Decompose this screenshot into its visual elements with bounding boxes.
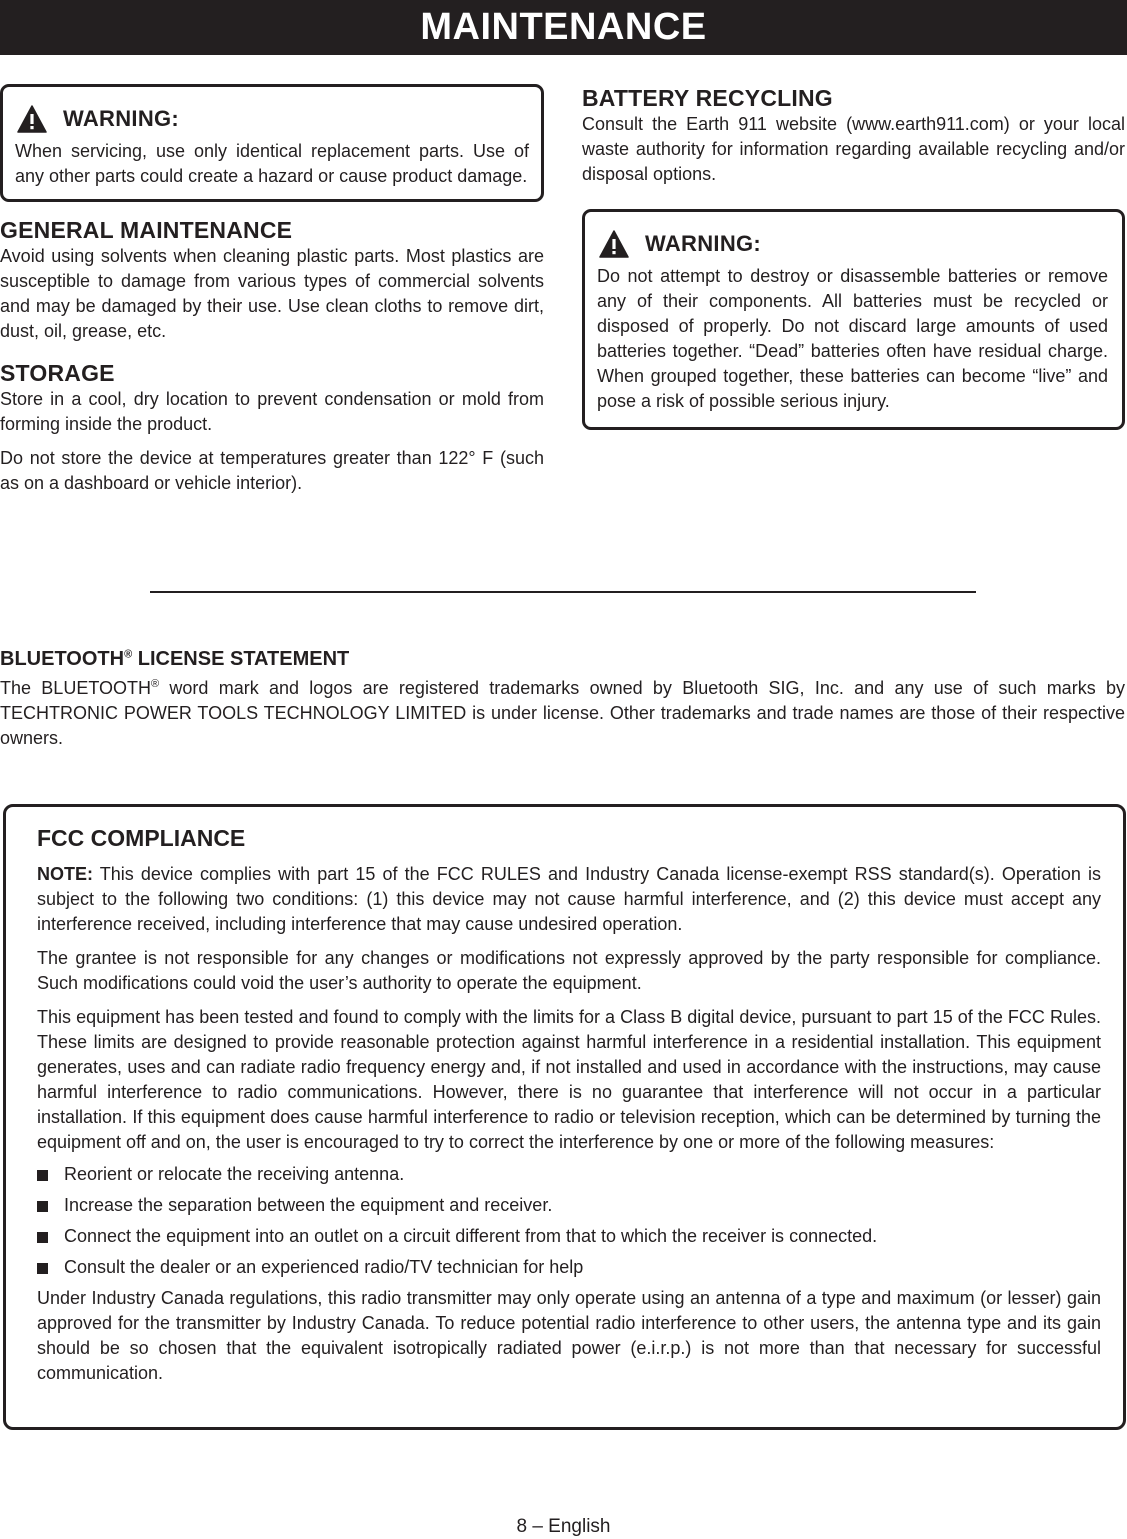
heading-rest: LICENSE STATEMENT [132,648,350,670]
right-column [582,84,1125,430]
square-bullet-icon [37,1232,48,1243]
section-heading [0,646,1125,672]
warning-heading [597,230,1108,258]
section-heading: FCC COMPLIANCE [37,825,246,851]
license-text [0,676,1125,751]
registered-mark: ® [151,678,160,690]
list-item-text: Increase the separation between the equipment and receiver. [64,1195,553,1215]
measures-list [37,1162,1101,1280]
warning-text: When servicing, use only identical replacement parts. Use of any other parts could create a hazard or cause product damage. [15,141,529,186]
page-number: 8 – English [516,1516,611,1537]
list-item-text: Consult the dealer or an experienced radio/TV technician for help [64,1257,584,1277]
warning-heading [15,105,529,133]
section-text: Do not store the device at temperatures greater than 122° F (such as on a dashboard or vehicle interior). [0,448,544,493]
list-item [37,1162,1101,1187]
bluetooth-license-section [0,646,1125,751]
fcc-compliance-box [3,804,1126,1430]
battery-recycling-section [582,84,1125,187]
fcc-note [37,862,1101,937]
square-bullet-icon [37,1170,48,1181]
page-title: MAINTENANCE [0,0,1127,55]
square-bullet-icon [37,1263,48,1274]
section-text: Avoid using solvents when cleaning plastic parts. Most plastics are susceptible to damage from various types of commercial solvents and may be damaged by their use. Use clean cloths to remove dirt, dust, oil, grease, etc. [0,246,544,341]
note-text: This device complies with part 15 of the FCC RULES and Industry Canada license-exempt RSS standard(s). Operation is subject to the following two conditions: (1) this device may not cause harmful interference, and (2) this device must accept any interference received, including interference that may cause undesired operation. [37,864,1101,934]
square-bullet-icon [37,1201,48,1212]
warning-text: Do not attempt to destroy or disassemble batteries or remove any of their components. All batteries must be recycled or disposed of properly. Do not discard large amounts of used batteries together. “Dead” batteries often have residual charge. When grouped together, these batteries can become “live” and pose a risk of possible serious injury. [597,266,1108,411]
section-text: Store in a cool, dry location to prevent condensation or mold from forming inside the product. [0,389,544,434]
general-maintenance-section [0,216,544,344]
warning-label: WARNING: [63,106,180,131]
note-label: NOTE: [37,864,93,884]
registered-mark: ® [124,648,133,661]
license-text-rest: word mark and logos are registered trademarks owned by Bluetooth SIG, Inc. and any use of such marks by TECHTRONIC POWER TOOLS TECHNOLOGY LIMITED is under license. Other trademarks and trade names are those of their respective owners. [0,678,1125,748]
list-item [37,1255,1101,1280]
bluetooth-word: BLUETOOTH [0,648,125,670]
list-item [37,1224,1101,1249]
license-text-start: The BLUETOOTH [0,678,151,698]
servicing-warning-box [0,84,544,202]
warning-triangle-icon [17,105,47,133]
warning-label: WARNING: [645,231,762,256]
section-text: Consult the Earth 911 website (www.earth911.com) or your local waste authority for information regarding available recycling and/or disposal options. [582,114,1125,184]
list-item-text: Connect the equipment into an outlet on a circuit different from that to which the receiver is connected. [64,1226,878,1246]
divider-line [150,591,976,593]
storage-section [0,359,544,496]
warning-triangle-icon [599,230,629,258]
battery-warning-box [582,209,1125,430]
fcc-paragraph: This equipment has been tested and found to comply with the limits for a Class B digital device, pursuant to part 15 of the FCC Rules. These limits are designed to provide reasonable protection against harmful interference in a residential installation. This equipment generates, uses and can radiate radio frequency energy and, if not installed and used in accordance with the instructions, may cause harmful interference to radio communications. However, there is no guarantee that interference will not occur in a particular installation. If this equipment does cause harmful interference to radio or television reception, which can be determined by turning the equipment off and on, the user is encouraged to try to correct the interference by one or more of the following measures: [37,1007,1101,1152]
list-item [37,1193,1101,1218]
left-column [0,84,544,496]
fcc-paragraph: The grantee is not responsible for any changes or modifications not expressly approved by the party responsible for compliance. Such modifications could void the user’s authority to operate the equipment. [37,948,1101,993]
section-heading: STORAGE [0,360,115,386]
list-item-text: Reorient or relocate the receiving antenna. [64,1164,405,1184]
section-heading: BATTERY RECYCLING [582,85,833,111]
section-heading: GENERAL MAINTENANCE [0,217,293,243]
fcc-paragraph: Under Industry Canada regulations, this radio transmitter may only operate using an antenna of a type and maximum (or lesser) gain approved for the transmitter by Industry Canada. To reduce potential radio interference to other users, the antenna type and its gain should be so chosen that the equivalent isotropically radiated power (e.i.r.p.) is not more than that necessary for successful communication. [37,1288,1101,1383]
